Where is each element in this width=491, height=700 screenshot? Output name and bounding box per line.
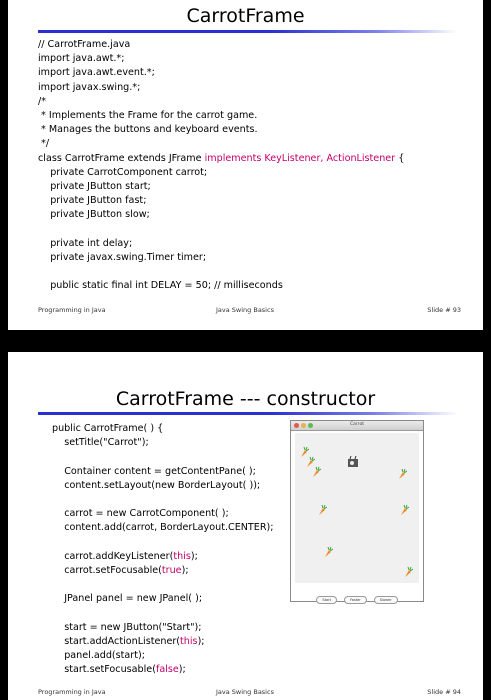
code-line: /* xyxy=(38,95,47,107)
code-line: import java.awt.*; xyxy=(38,53,125,65)
footer-topic: Java Swing Basics xyxy=(216,688,274,696)
code-line: private JButton start; xyxy=(38,181,151,193)
start-button: Start xyxy=(316,596,337,604)
title-underline xyxy=(38,412,458,415)
code-line xyxy=(52,578,274,592)
footer-course: Programming in Java xyxy=(38,688,106,696)
window-button-panel xyxy=(291,586,423,605)
slower-button: Slower xyxy=(374,596,398,604)
carrot-icon xyxy=(399,501,409,513)
code-line: start = new JButton("Start"); xyxy=(52,621,202,633)
code-line: content.setLayout(new BorderLayout( )); xyxy=(52,479,261,491)
code-line: // CarrotFrame.java xyxy=(38,39,131,50)
code-line xyxy=(52,493,274,507)
code-line: carrot.addKeyListener(this); xyxy=(52,550,198,562)
carrot-icon xyxy=(403,563,413,575)
code-line: private CarrotComponent carrot; xyxy=(38,166,208,178)
code-line: private JButton slow; xyxy=(38,209,150,221)
code-line: * Manages the buttons and keyboard events. xyxy=(38,124,258,136)
code-block xyxy=(52,422,274,678)
code-line: private JButton fast; xyxy=(38,195,147,207)
code-line xyxy=(38,265,404,279)
code-line: JPanel panel = new JPanel( ); xyxy=(52,593,203,605)
footer-topic: Java Swing Basics xyxy=(216,306,274,314)
footer-slide-number: Slide # 93 xyxy=(427,306,461,314)
code-line xyxy=(52,450,274,464)
code-block xyxy=(38,38,404,294)
code-line: import java.awt.event.*; xyxy=(38,67,155,79)
slide-93 xyxy=(8,0,483,330)
code-line: * Implements the Frame for the carrot game. xyxy=(38,110,258,122)
code-line: content.add(carrot, BorderLayout.CENTER); xyxy=(52,522,274,534)
faster-button: Faster xyxy=(344,596,367,604)
carrot-icon xyxy=(397,465,407,477)
window-title: Carrot xyxy=(350,422,364,427)
code-line: import javax.swing.*; xyxy=(38,81,141,93)
code-line: private int delay; xyxy=(38,237,133,249)
carrot-icon xyxy=(317,501,327,513)
code-line: panel.add(start); xyxy=(52,650,145,662)
code-line: */ xyxy=(38,138,50,150)
footer-slide-number: Slide # 94 xyxy=(427,688,461,696)
code-line: private javax.swing.Timer timer; xyxy=(38,252,207,264)
code-line: Container content = getContentPane( ); xyxy=(52,465,256,477)
code-line xyxy=(38,223,404,237)
code-line: carrot = new CarrotComponent( ); xyxy=(52,508,229,520)
code-line: class CarrotFrame extends JFrame implements KeyListener, ActionListener { xyxy=(38,152,405,164)
code-line xyxy=(52,607,274,621)
title-underline xyxy=(38,30,458,33)
code-line: carrot.setFocusable(true); xyxy=(52,565,189,577)
slide-title: CarrotFrame xyxy=(186,5,305,27)
code-line: start.addActionListener(this); xyxy=(52,636,205,648)
carrot-canvas xyxy=(295,433,419,583)
carrot-icon xyxy=(311,463,321,475)
code-line: public static final int DELAY = 50; // milliseconds xyxy=(38,280,283,292)
code-line xyxy=(52,536,274,550)
footer-course: Programming in Java xyxy=(38,306,106,314)
slide-title: CarrotFrame --- constructor xyxy=(115,388,376,410)
carrot-icon xyxy=(323,543,333,555)
code-line: setTitle("Carrot"); xyxy=(52,437,149,449)
carrot-window-screenshot xyxy=(290,420,424,602)
rabbit-icon xyxy=(347,453,359,465)
window-titlebar xyxy=(291,421,423,431)
code-line: start.setFocusable(false); xyxy=(52,664,186,676)
code-line: public CarrotFrame( ) { xyxy=(52,423,164,434)
